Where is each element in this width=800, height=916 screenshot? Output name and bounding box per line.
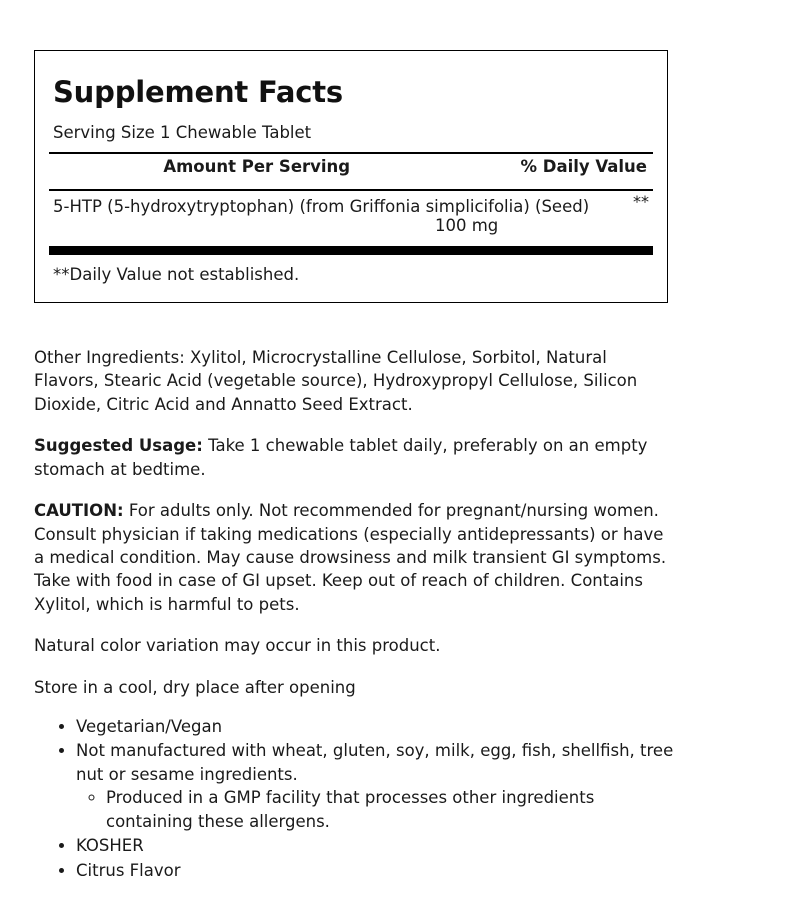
- table-row: [49, 191, 653, 246]
- ingredient-name: 5-HTP (5-hydroxytryptophan) (from Griffonia simplicifolia) (Seed): [53, 197, 590, 217]
- suggested-usage-label: Suggested Usage:: [34, 436, 203, 456]
- list-item: • Vegetarian/Vegan: [76, 715, 674, 738]
- allergen-sublist: [76, 786, 674, 833]
- suggested-usage-paragraph: [34, 434, 674, 481]
- color-variation-paragraph: Natural color variation may occur in this product.: [34, 636, 441, 656]
- list-item: [76, 739, 674, 833]
- feature-list: [34, 715, 674, 882]
- serving-size: Serving Size 1 Chewable Tablet: [53, 123, 312, 143]
- list-item: ◦ Produced in a GMP facility that processes other ingredients containing these allergens.: [106, 786, 674, 833]
- caution-paragraph: [34, 499, 674, 616]
- list-item-text: Not manufactured with wheat, gluten, soy, milk, egg, fish, shellfish, tree nut or sesame ingredients.: [76, 741, 674, 784]
- storage-paragraph: Store in a cool, dry place after opening: [34, 677, 356, 697]
- list-item: • KOSHER: [76, 834, 674, 857]
- list-item: • Citrus Flavor: [76, 859, 674, 882]
- supplement-facts-title: Supplement Facts: [53, 75, 343, 109]
- daily-value-footnote: **Daily Value not established.: [53, 265, 300, 285]
- caution-label: CAUTION:: [34, 501, 124, 521]
- facts-table-header: [49, 154, 653, 179]
- other-ingredients-paragraph: Other Ingredients: Xylitol, Microcrystalline Cellulose, Sorbitol, Natural Flavors, Stearic Acid (vegetable source), Hydroxypropyl Cellulose, Silicon Dioxide, Citric Acid and Annatto Seed Extract.: [34, 348, 638, 414]
- divider-thick-bottom: [49, 246, 653, 255]
- ingredient-daily-value: **: [633, 192, 649, 212]
- caution-text: For adults only. Not recommended for pregnant/nursing women. Consult physician if taking medications (especially antidepressants) or have a medical condition. May cause drowsiness and milk transient GI symptoms. Take with food in case of GI upset. Keep out of reach of children. Contains Xylitol, which is harmful to pets.: [34, 501, 667, 614]
- supplement-facts-panel: [34, 50, 668, 303]
- label-body-copy: [34, 346, 674, 883]
- column-header-amount: Amount Per Serving: [163, 157, 351, 177]
- column-header-daily-value: % Daily Value: [520, 157, 647, 177]
- suggested-usage-text: Take 1 chewable tablet daily, preferably on an empty stomach at bedtime.: [34, 436, 648, 479]
- ingredient-amount: 100 mg: [435, 216, 499, 236]
